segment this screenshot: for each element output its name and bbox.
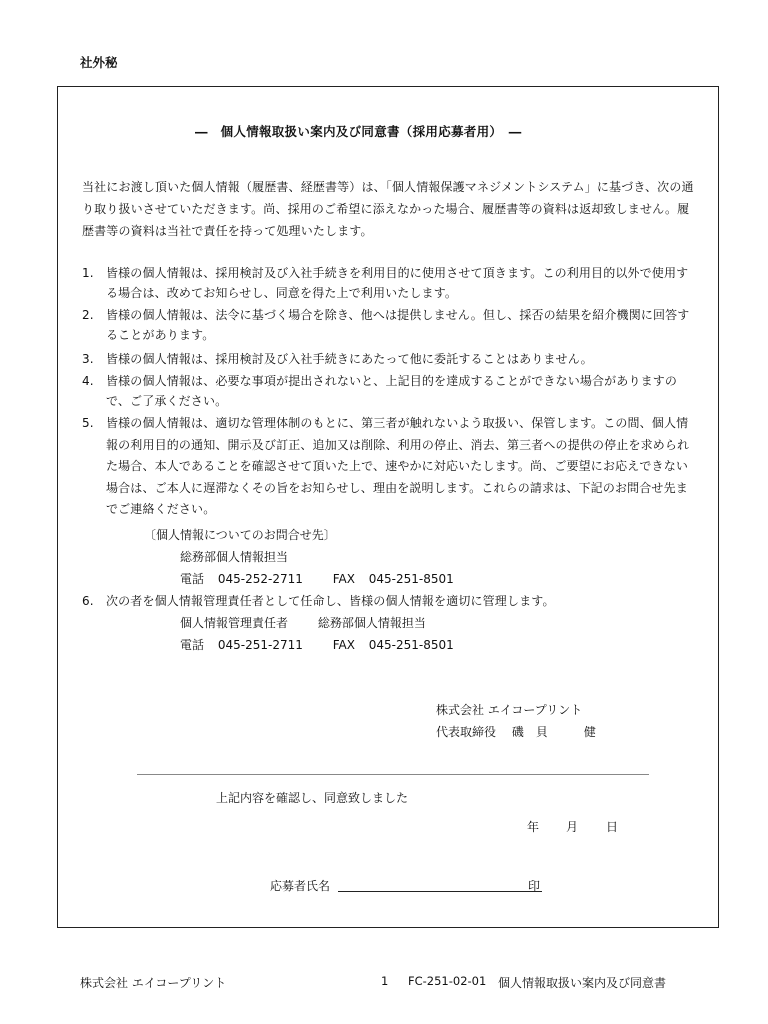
fax-label: FAX (332, 572, 355, 586)
fax-number: 045-251-8501 (368, 638, 454, 652)
item-text: 皆様の個人情報は、必要な事項が提出されないと、上記目的を達成することができない場合がありますので、ご了承ください。 (106, 374, 678, 408)
applicant-signature-field[interactable] (338, 891, 542, 892)
item-text: 皆様の個人情報は、採用検討及び入社手続きを利用目的に使用させて頂きます。この利用目的以外で使用する場合は、改めてお知らせし、同意を得た上で利用いたします。 (106, 266, 689, 300)
date-year: 年 (527, 820, 540, 834)
manager-role: 個人情報管理責任者 (180, 616, 289, 630)
item-number: 6. (82, 594, 94, 608)
fax-number: 045-251-8501 (368, 572, 454, 586)
item-text: 皆様の個人情報は、適切な管理体制のもとに、第三者が触れないよう取扱い、保管します。この間、個人情報の利用目的の通知、開示及び訂正、追加又は削除、利用の停止、消去、第三者への提供の停止を求められた場合、本人であることを確認させて頂いた上で、速やかに対応いたします。尚、ご要望にお応えできない場合は、ご本人に遅滞なくその旨をお知らせし、理由を説明します。これらの請求は、下記のお問合せ先までご連絡ください。 (106, 416, 690, 516)
list-item (82, 413, 694, 521)
list-item (82, 305, 694, 345)
confidential-label: 社外秘 (80, 55, 118, 70)
document-title: ― 個人情報取扱い案内及び同意書（採用応募者用） ― (195, 124, 522, 139)
phone-label: 電話 (180, 572, 205, 586)
applicant-label: 応募者氏名 (270, 879, 331, 893)
intro-paragraph: 当社にお渡し頂いた個人情報（履歴書、経歴書等）は、「個人情報保護マネジメントシステム」に基づき、次の通り取り扱いさせていただきます。尚、採用のご希望に添えなかった場合、履歴書等の資料は返却致しません。履歴書等の資料は当社で責任を持って処理いたします。 (82, 180, 694, 238)
date-day: 日 (606, 820, 619, 834)
item-text: 皆様の個人情報は、法令に基づく場合を除き、他へは提供しません。但し、採否の結果を紹介機関に回答することがあります。 (106, 308, 690, 342)
rep-name: 磯 貝 健 (511, 725, 596, 739)
list-item (82, 263, 694, 303)
manager-phone-line (180, 635, 454, 655)
contact-phone-line (180, 569, 454, 589)
consent-confirm: 上記内容を確認し、同意致しました (216, 791, 409, 805)
contact-dept: 総務部個人情報担当 (180, 550, 289, 564)
footer-doc-title: 個人情報取扱い案内及び同意書 (498, 976, 667, 990)
manager-line (180, 613, 426, 633)
item-number: 4. (82, 374, 94, 388)
item-number: 5. (82, 416, 94, 430)
list-item (82, 591, 694, 611)
item-text: 皆様の個人情報は、採用検討及び入社手続きにあたって他に委託することはありません。 (106, 352, 593, 366)
footer-page-number: 1 (381, 974, 389, 988)
item-number: 3. (82, 352, 94, 366)
date-month: 月 (566, 820, 579, 834)
item-text: 次の者を個人情報管理責任者として任命し、皆様の個人情報を適切に管理します。 (106, 594, 555, 608)
phone-number: 045-251-2711 (217, 638, 303, 652)
representative-line (436, 722, 596, 742)
seal-mark: 印 (528, 879, 541, 893)
list-item (82, 349, 694, 369)
item-number: 1. (82, 266, 94, 280)
list-item (82, 371, 694, 411)
rep-title: 代表取締役 (436, 725, 497, 739)
company-name: 株式会社 エイコープリント (436, 703, 583, 717)
item-number: 2. (82, 308, 94, 322)
manager-dept: 総務部個人情報担当 (317, 616, 426, 630)
footer-doc-id: FC-251-02-01 (408, 974, 487, 988)
phone-number: 045-252-2711 (217, 572, 303, 586)
fax-label: FAX (332, 638, 355, 652)
footer-company: 株式会社 エイコープリント (80, 976, 227, 990)
phone-label: 電話 (180, 638, 205, 652)
divider (137, 774, 649, 775)
contact-header: 〔個人情報についてのお問合せ先〕 (144, 528, 336, 542)
